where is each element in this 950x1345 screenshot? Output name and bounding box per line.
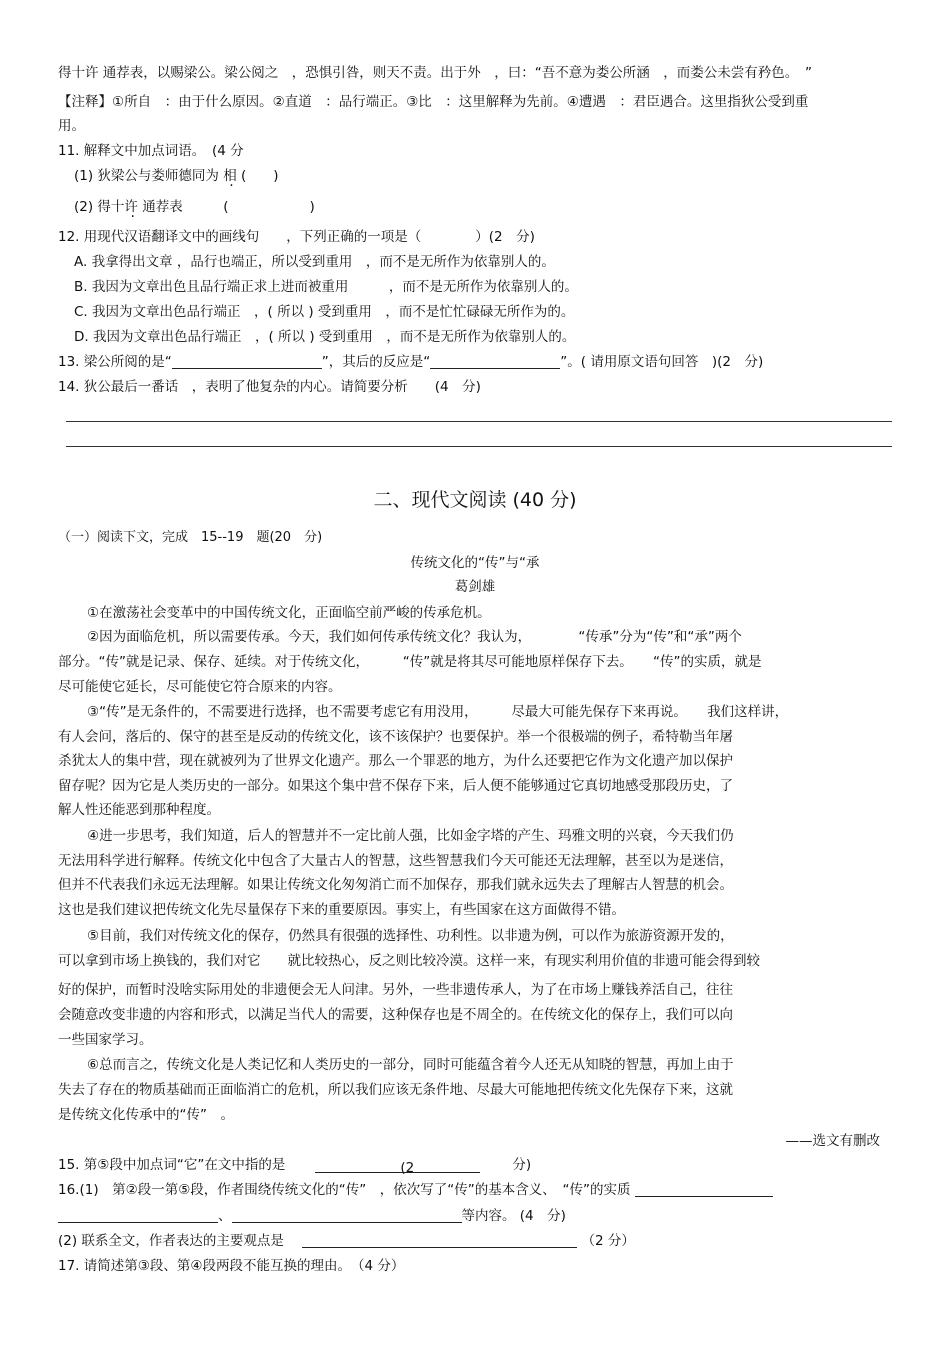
- answer-blank[interactable]: [58, 1208, 218, 1223]
- q15-text: 15. 第⑤段中加点词“它”在文中指的是: [58, 1157, 286, 1173]
- article-line: 有人会问，落后的、保守的甚至是反动的传统文化，该不该保护？也要保护。举一个很极端的例子，希特勒当年屠: [58, 729, 733, 745]
- article-line: 无法用科学进行解释。传统文化中包含了大量古人的智慧，这些智慧我们今天可能还无法理解，甚至以为是迷信，: [58, 853, 733, 869]
- q15-score: 分): [512, 1157, 532, 1173]
- option-a[interactable]: A. 我拿得出文章 ，品行也端正，所以受到重用 ，而不是无所作为依靠别人的。: [74, 254, 555, 270]
- article-line: 但并不代表我们永远无法理解。如果让传统文化匆匆消亡而不加保存，那我们就永远失去了理解古人智慧的机会。: [58, 877, 733, 893]
- question-13: [58, 353, 763, 371]
- article-line: ①在激荡社会变革中的中国传统文化，正面临空前严峻的传承危机。: [87, 605, 491, 621]
- article-line: 一些国家学习。: [58, 1032, 153, 1048]
- answer-line[interactable]: [66, 421, 892, 422]
- article-line: 是传统文化传承中的“传” 。: [58, 1107, 234, 1123]
- answer-blank[interactable]: [430, 354, 560, 369]
- option-c[interactable]: C. 我因为文章出色品行端正 ，( 所以 ) 受到重用 ，而不是忙忙碌碌无所作为的。: [74, 304, 575, 320]
- section-title: 二、现代文阅读 (40 分): [373, 489, 577, 511]
- dotted-word: 相: [223, 168, 237, 184]
- annotation-line: 用。: [58, 118, 85, 134]
- answer-blank[interactable]: [315, 1159, 480, 1176]
- answer-blank[interactable]: [172, 354, 322, 369]
- item-text: (1) 狄梁公与娄师德同为: [74, 168, 219, 184]
- answer-line[interactable]: [66, 446, 892, 447]
- question-15: [58, 1156, 531, 1174]
- article-line: ③“传”是无条件的，不需要进行选择，也不需要考虑它有用没用， 尽最大可能先保存下来再说。 我们这样讲，: [87, 704, 789, 720]
- article-line: 部分。“传”就是记录、保存、延续。对于传统文化， “传”就是将其尽可能地原样保存下去。 “传”的实质，就是: [58, 654, 762, 670]
- question-16-1: [58, 1181, 773, 1199]
- article-line: 会随意改变非遗的内容和形式，以满足当代人的需要，这种保存也是不周全的。在传统文化的保存上，我们可以向: [58, 1007, 733, 1023]
- annotation-line: 【注释】①所自 ：由于什么原因。②直道 ：品行端正。③比 ：这里解释为先前。④遭遇 ：君臣遇合。这里指狄公受到重: [58, 94, 809, 110]
- article-line: ②因为面临危机，所以需要传承。今天，我们如何传承传统文化？我认为， “传承”分为“传”和“承”两个: [87, 629, 742, 645]
- article-line: 杀犹太人的集中营，现在就被列为了世界文化遗产。那么一个罪恶的地方，为什么还要把它作为文化遗产加以保护: [58, 753, 733, 769]
- article-line: ⑤目前，我们对传统文化的保存，仍然具有很强的选择性、功利性。以非遗为例，可以作为旅游资源开发的，: [87, 928, 734, 944]
- question-16-1-cont: 、 等内容。 (4 分): [58, 1207, 566, 1225]
- q13-text: 13. 梁公所阅的是“: [58, 354, 172, 370]
- article-line: ⑥总而言之，传统文化是人类记忆和人类历史的一部分，同时可能蕴含着今人还无从知晓的智慧，再加上由于: [87, 1057, 734, 1073]
- q16-score: （2 分）: [581, 1233, 635, 1249]
- question-17: 17. 请简述第③段、第④段两段不能互换的理由。 （4 分）: [58, 1258, 405, 1274]
- article-line: 失去了存在的物质基础而正面临消亡的危机，所以我们应该无条件地、尽最大可能地把传统文化先保存下来，这就: [58, 1082, 733, 1098]
- q13-text: ”，其后的反应是“: [321, 354, 431, 370]
- article-author: 葛剑雄: [454, 579, 496, 595]
- answer-blank[interactable]: [635, 1182, 773, 1197]
- article-line: 这也是我们建议把传统文化先尽量保存下来的重要原因。事实上，有些国家在这方面做得不错。: [58, 902, 625, 918]
- source-note: ——选文有删改: [785, 1133, 880, 1149]
- article-line: 留存呢？因为它是人类历史的一部分。如果这个集中营不保存下来，后人便不能够通过它真切地感受那段历史，了: [58, 778, 733, 794]
- answer-paren[interactable]: 通荐表 ( ): [142, 199, 315, 215]
- article-line: 解人性还能恶到那种程度。: [58, 802, 220, 818]
- question-12: 12. 用现代汉语翻译文中的画线句 ，下列正确的一项是（ ）(2 分): [58, 229, 535, 245]
- question-11-item-1: [74, 167, 279, 185]
- dotted-word: 许: [124, 199, 138, 215]
- item-text: (2) 得十: [74, 199, 125, 215]
- part-header: （一）阅读下文，完成 15--19 题(20 分): [58, 530, 323, 545]
- q16-text: (2) 联系全文，作者表达的主要观点是: [58, 1233, 284, 1249]
- question-14: 14. 狄公最后一番话 ，表明了他复杂的内心。请简要分析 (4 分): [58, 379, 481, 395]
- article-title: 传统文化的“传”与“承: [410, 555, 540, 571]
- article-line: 可以拿到市场上换钱的，我们对它 就比较热心，反之则比较冷漠。这样一来，有现实利用价值的非遗可能会得到较: [58, 953, 760, 969]
- article-line: 尽可能使它延长，尽可能使它符合原来的内容。: [58, 679, 342, 695]
- question-11-item-2: [74, 198, 315, 216]
- question-11: 11. 解释文中加点词语。 (4 分: [58, 143, 244, 159]
- answer-paren[interactable]: ( ): [241, 168, 279, 184]
- answer-blank[interactable]: [232, 1208, 462, 1223]
- answer-blank[interactable]: [302, 1233, 577, 1248]
- option-d[interactable]: D. 我因为文章出色品行端正 ，( 所以 ) 受到重用 ，而不是无所作为依靠别人的。: [74, 329, 576, 345]
- q16-text: 等内容。 (4 分): [461, 1208, 566, 1224]
- article-line: ④进一步思考，我们知道，后人的智慧并不一定比前人强，比如金字塔的产生、玛雅文明的兴衰，今天我们仍: [87, 828, 734, 844]
- passage-tail-line: 得十许 通荐表，以赐梁公。梁公阅之 ，恐惧引咎，则天不责。出于外 ，曰：“吾不意为娄公所涵 ，而娄公未尝有矜色。 ”: [58, 65, 813, 81]
- q13-text: ”。( 请用原文语句回答 )(2 分): [560, 354, 764, 370]
- article-line: 好的保护，而暂时没啥实际用处的非遗便会无人问津。另外，一些非遗传承人，为了在市场上赚钱养活自己，往往: [58, 982, 733, 998]
- q15-score: (2: [400, 1160, 415, 1176]
- q16-text: 16.(1) 第②段一第⑤段，作者围绕传统文化的“传” ，依次写了“传”的基本含义、 “传”的实质: [58, 1182, 631, 1198]
- option-b[interactable]: B. 我因为文章出色且品行端正求上进而被重用 ，而不是无所作为依靠别人的。: [74, 279, 578, 295]
- question-16-2: [58, 1232, 635, 1250]
